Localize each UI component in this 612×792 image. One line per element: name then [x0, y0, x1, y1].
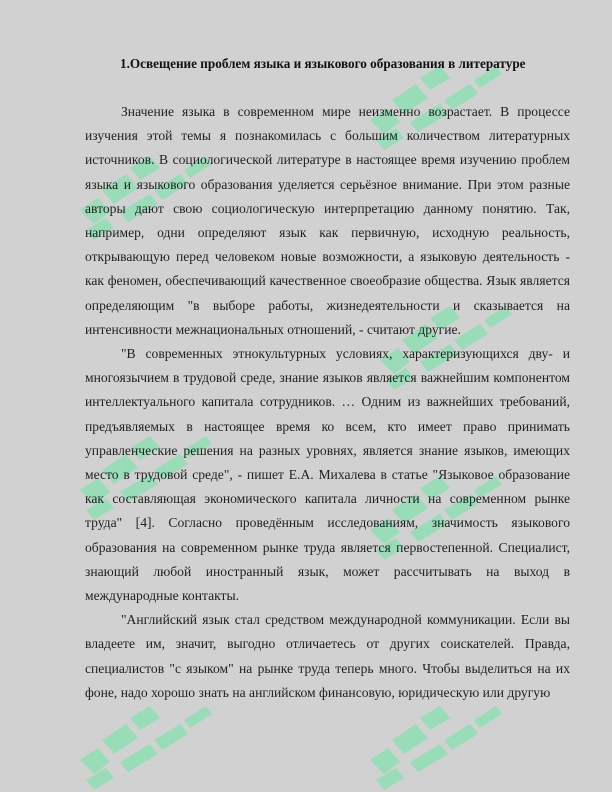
paragraph-1: Значение языка в современном мире неизменно возрастает. В процессе изучения этой темы я познакомилась с большим количеством литературных источников. В социологической литературе в настоящее время изучению проблем языка и языкового образования уделяется серьёзное внимание. При этом разные авторы дают свою социологическую интерпретацию данному понятию. Так, например, одни определяют язык как первичную, исходную реальность, открывающую перед человеком новые возможности, а языковую деятельность - как феномен, обеспечивающий качественное своеобразие общества. Язык является определяющим "в выборе работы, жизнедеятельности и сказывается на интенсивности межнациональных отношений, - считают другие. — [85, 104, 570, 337]
document-page — [85, 52, 570, 705]
paragraph-2: "В современных этнокультурных условиях, характеризующихся дву- и многоязычием в трудовой среде, знание языков является важнейшим компонентом интеллектуального капитала сотрудников. … Одним из важнейших требований, предъявляемых в настоящее время ко всем, кто имеет право принимать управленческие решения на разных уровнях, является знание языков, имеющих место в трудовой среде", - пишет Е.А. Михалева в статье "Языковое образование как составляющая экономического капитала личности на современном рынке труда" [4]. Согласно проведённым исследованиям, значимость языкового образования на современном рынке труда является первостепенной. Специалист, знающий любой иностранный язык, может рассчитывать на выход в международные контакты. — [85, 346, 570, 604]
paragraph-3: "Английский язык стал средством международной коммуникации. Если вы владеете им, значит, выгодно отличаетесь от других соискателей. Правда, специалистов "с языком" на рынке труда теперь много. Чтобы выделиться на их фоне, надо хорошо знать на английском финансовую, юридическую или другую — [85, 612, 570, 700]
section-title: 1.Освещение проблем языка и языкового образования в литературе — [120, 56, 526, 71]
watermark-logo-icon — [370, 706, 502, 790]
watermark-logo-icon — [80, 706, 212, 790]
